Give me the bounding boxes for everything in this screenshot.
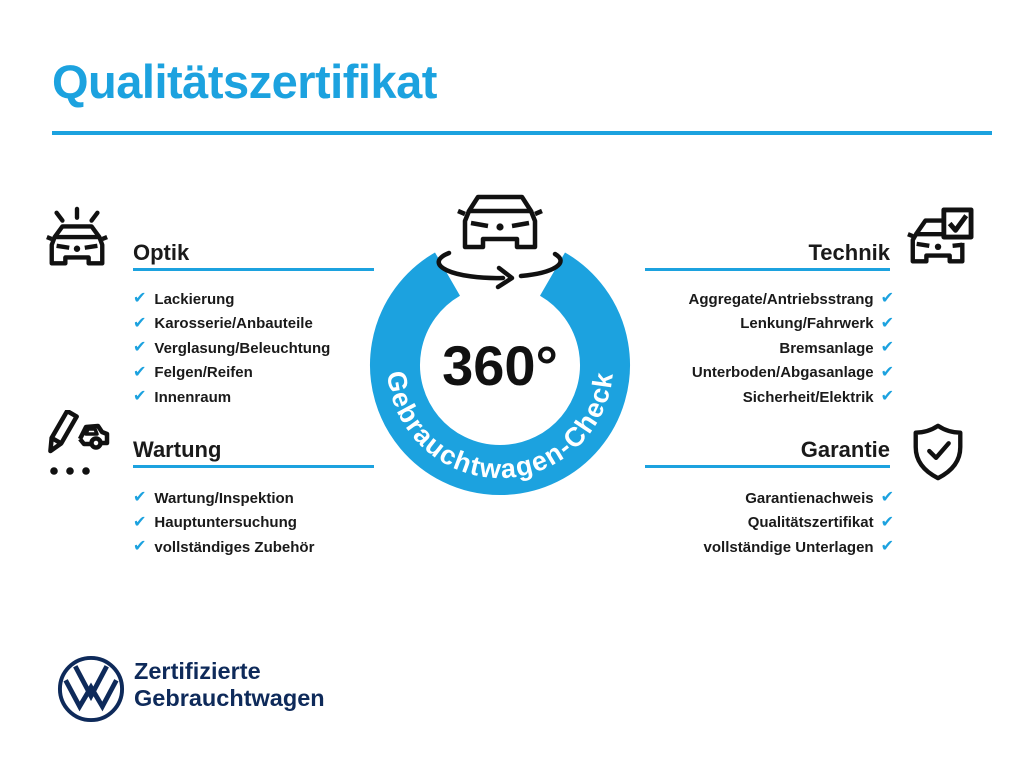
checklist-item (133, 486, 314, 511)
checklist-item (689, 312, 894, 337)
section-title-wartung: Wartung (133, 437, 222, 462)
service-pencil-car-icon (40, 410, 112, 480)
check-icon: ✔ (880, 388, 894, 406)
checklist-item (689, 287, 894, 312)
ring-label: Gebrauchtwagen-Check (380, 368, 619, 485)
checklist-item (133, 385, 330, 410)
checklist-item-label: Garantienachweis (745, 489, 874, 507)
brand-line-1: Zertifizierte (134, 658, 261, 684)
degrees-label: 360° (442, 334, 558, 397)
check-icon: ✔ (880, 314, 894, 332)
section-rule-garantie (645, 465, 890, 468)
checklist-item (704, 535, 894, 560)
check-icon: ✔ (880, 538, 894, 556)
optik-checklist (133, 287, 330, 410)
checklist-item (689, 336, 894, 361)
checklist-item-label: Unterboden/Abgasanlage (691, 364, 874, 382)
check-icon: ✔ (133, 339, 147, 357)
checklist-item-label: vollständige Unterlagen (703, 538, 874, 556)
checklist-item (689, 385, 894, 410)
brand-lockup (134, 658, 325, 712)
checklist-item (704, 486, 894, 511)
technik-checklist (689, 287, 894, 410)
car-checklist-icon (903, 206, 975, 274)
checklist-item-label: Karosserie/Anbauteile (154, 315, 313, 333)
checklist-item (133, 312, 330, 337)
title-divider (52, 131, 992, 135)
check-icon: ✔ (880, 290, 894, 308)
section-title-garantie: Garantie (800, 437, 890, 462)
checklist-item (133, 336, 330, 361)
check-icon: ✔ (880, 339, 894, 357)
checklist-item-label: Wartung/Inspektion (154, 489, 294, 507)
brand-line-2: Gebrauchtwagen (134, 685, 325, 711)
check-icon: ✔ (133, 314, 147, 332)
checklist-item (133, 535, 314, 560)
checklist-item-label: Aggregate/Antriebsstrang (688, 290, 874, 308)
shield-check-icon (907, 419, 969, 485)
section-rule-technik (645, 268, 890, 271)
vw-logo (56, 654, 126, 729)
check-icon: ✔ (133, 363, 147, 381)
checklist-item-label: Hauptuntersuchung (154, 514, 297, 532)
checklist-item (689, 361, 894, 386)
check-icon: ✔ (133, 388, 147, 406)
garantie-checklist (704, 486, 894, 560)
checklist-item (133, 361, 330, 386)
checklist-item-label: vollständiges Zubehör (154, 538, 315, 556)
check-icon: ✔ (880, 489, 894, 507)
check-icon: ✔ (133, 513, 147, 531)
section-rule-wartung (133, 465, 374, 468)
checklist-item-label: Bremsanlage (779, 339, 874, 357)
checklist-item (133, 511, 314, 536)
check-icon: ✔ (133, 290, 147, 308)
checklist-item (133, 287, 330, 312)
checklist-item (704, 511, 894, 536)
page-title: Qualitätszertifikat (52, 55, 437, 108)
checklist-item-label: Verglasung/Beleuchtung (154, 339, 331, 357)
wartung-checklist (133, 486, 314, 560)
checklist-item-label: Lenkung/Fahrwerk (740, 315, 874, 333)
check-icon: ✔ (880, 513, 894, 531)
checklist-item-label: Felgen/Reifen (154, 364, 253, 382)
section-title-optik: Optik (133, 240, 190, 265)
car-front-shine-icon (42, 206, 112, 274)
section-title-technik: Technik (808, 240, 890, 265)
check-icon: ✔ (133, 538, 147, 556)
checklist-item-label: Innenraum (154, 388, 232, 406)
rotating-car-icon (425, 190, 575, 302)
checklist-item-label: Sicherheit/Elektrik (742, 388, 874, 406)
check-icon: ✔ (880, 363, 894, 381)
checklist-item-label: Qualitätszertifikat (747, 514, 874, 532)
check-icon: ✔ (133, 489, 147, 507)
section-rule-optik (133, 268, 374, 271)
checklist-item-label: Lackierung (154, 290, 235, 308)
